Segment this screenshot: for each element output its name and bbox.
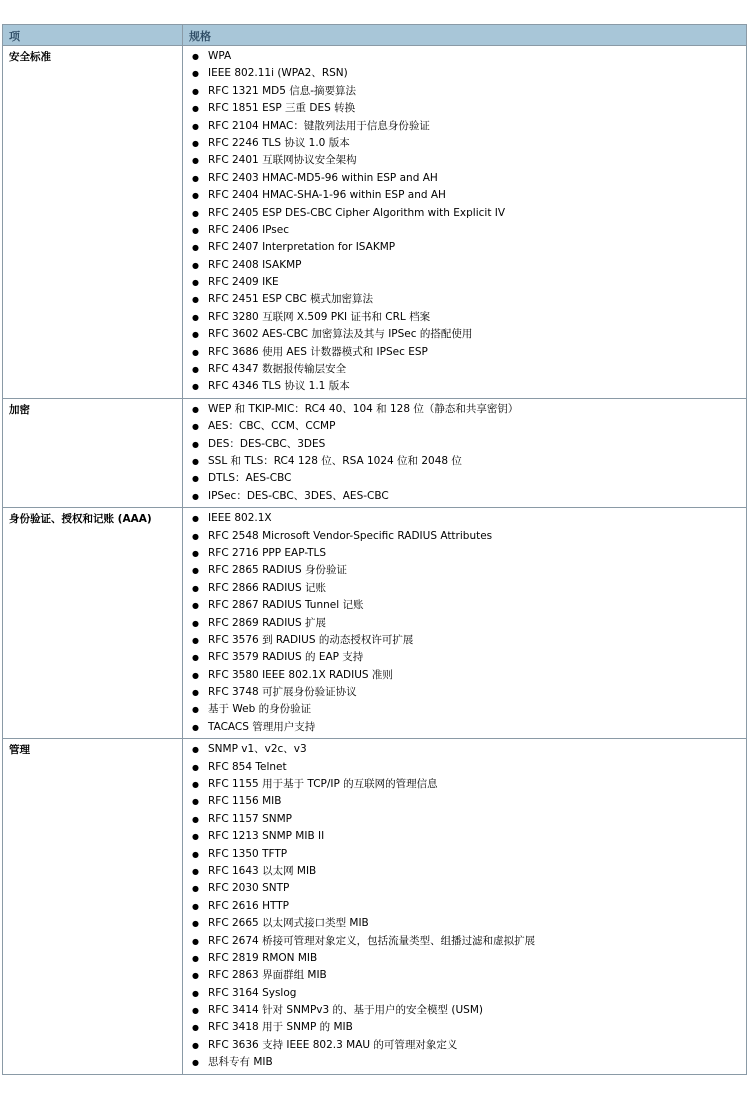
- list-item: ● TACACS 管理用户支持: [183, 719, 746, 736]
- list-item: ● RFC 1321 MD5 信息-摘要算法: [183, 83, 746, 100]
- list-item: ● RFC 1350 TFTP: [183, 846, 746, 863]
- list-item: ● WPA: [183, 48, 746, 65]
- category-security-standards: 安全标准: [3, 46, 183, 399]
- table-row-management: [3, 739, 747, 1074]
- list-item: ● IEEE 802.1X: [183, 510, 746, 527]
- list-item: ● RFC 2716 PPP EAP-TLS: [183, 545, 746, 562]
- list-item: ● RFC 2406 IPsec: [183, 222, 746, 239]
- list-item: ● RFC 2451 ESP CBC 模式加密算法: [183, 291, 746, 308]
- spec-table: [2, 24, 747, 1075]
- list-item: ● RFC 3280 互联网 X.509 PKI 证书和 CRL 档案: [183, 309, 746, 326]
- list-item: ● RFC 3164 Syslog: [183, 985, 746, 1002]
- spec-cell-aaa: [183, 508, 747, 739]
- list-item: ● RFC 4346 TLS 协议 1.1 版本: [183, 378, 746, 395]
- list-item: ● RFC 3748 可扩展身份验证协议: [183, 684, 746, 701]
- list-item: ● RFC 1155 用于基于 TCP/IP 的互联网的管理信息: [183, 776, 746, 793]
- spec-list: [183, 46, 746, 398]
- list-item: ● SSL 和 TLS：RC4 128 位、RSA 1024 位和 2048 位: [183, 453, 746, 470]
- list-item: ● RFC 2863 界面群组 MIB: [183, 967, 746, 984]
- list-item: ● RFC 1213 SNMP MIB II: [183, 828, 746, 845]
- list-item: ● RFC 2865 RADIUS 身份验证: [183, 562, 746, 579]
- list-item: ● RFC 2030 SNTP: [183, 880, 746, 897]
- list-item: ● RFC 2407 Interpretation for ISAKMP: [183, 239, 746, 256]
- spec-cell-encryption: [183, 398, 747, 507]
- list-item: ● RFC 1643 以太网 MIB: [183, 863, 746, 880]
- list-item: ● RFC 2548 Microsoft Vendor-Specific RADIUS Attributes: [183, 528, 746, 545]
- table-row-aaa: [3, 508, 747, 739]
- list-item: ● RFC 2819 RMON MIB: [183, 950, 746, 967]
- list-item: ● RFC 2616 HTTP: [183, 898, 746, 915]
- category-management: 管理: [3, 739, 183, 1074]
- list-item: ● RFC 4347 数据报传输层安全: [183, 361, 746, 378]
- table-row-encryption: [3, 398, 747, 507]
- list-item: ● 思科专有 MIB: [183, 1054, 746, 1071]
- list-item: ● RFC 3576 到 RADIUS 的动态授权许可扩展: [183, 632, 746, 649]
- list-item: ● 基于 Web 的身份验证: [183, 701, 746, 718]
- list-item: ● RFC 2408 ISAKMP: [183, 257, 746, 274]
- list-item: ● RFC 1156 MIB: [183, 793, 746, 810]
- list-item: ● RFC 2401 互联网协议安全架构: [183, 152, 746, 169]
- spec-list: [183, 399, 746, 507]
- list-item: ● RFC 2867 RADIUS Tunnel 记账: [183, 597, 746, 614]
- list-item: ● RFC 2403 HMAC-MD5-96 within ESP and AH: [183, 170, 746, 187]
- list-item: ● RFC 2404 HMAC-SHA-1-96 within ESP and AH: [183, 187, 746, 204]
- spec-list: [183, 739, 746, 1073]
- table-header-row: [3, 25, 747, 46]
- list-item: ● RFC 2869 RADIUS 扩展: [183, 615, 746, 632]
- list-item: ● RFC 3580 IEEE 802.1X RADIUS 准则: [183, 667, 746, 684]
- spec-cell-management: [183, 739, 747, 1074]
- table-row-security-standards: [3, 46, 747, 399]
- list-item: ● RFC 2866 RADIUS 记账: [183, 580, 746, 597]
- list-item: ● WEP 和 TKIP-MIC：RC4 40、104 和 128 位（静态和共享密钥）: [183, 401, 746, 418]
- list-item: ● IEEE 802.11i (WPA2、RSN): [183, 65, 746, 82]
- list-item: ● SNMP v1、v2c、v3: [183, 741, 746, 758]
- list-item: ● RFC 3418 用于 SNMP 的 MIB: [183, 1019, 746, 1036]
- list-item: ● RFC 2409 IKE: [183, 274, 746, 291]
- list-item: ● AES：CBC、CCM、CCMP: [183, 418, 746, 435]
- list-item: ● RFC 3686 使用 AES 计数器模式和 IPSec ESP: [183, 344, 746, 361]
- list-item: ● RFC 3579 RADIUS 的 EAP 支持: [183, 649, 746, 666]
- list-item: ● RFC 3414 针对 SNMPv3 的、基于用户的安全模型 (USM): [183, 1002, 746, 1019]
- category-aaa: 身份验证、授权和记账 (AAA): [3, 508, 183, 739]
- list-item: ● IPSec：DES-CBC、3DES、AES-CBC: [183, 488, 746, 505]
- list-item: ● RFC 3602 AES-CBC 加密算法及其与 IPSec 的搭配使用: [183, 326, 746, 343]
- list-item: ● DTLS：AES-CBC: [183, 470, 746, 487]
- list-item: ● RFC 2246 TLS 协议 1.0 版本: [183, 135, 746, 152]
- list-item: ● DES：DES-CBC、3DES: [183, 436, 746, 453]
- spec-list: [183, 508, 746, 738]
- spec-cell-security-standards: [183, 46, 747, 399]
- list-item: ● RFC 2104 HMAC：键散列法用于信息身份验证: [183, 118, 746, 135]
- list-item: ● RFC 2405 ESP DES-CBC Cipher Algorithm with Explicit IV: [183, 205, 746, 222]
- list-item: ● RFC 1851 ESP 三重 DES 转换: [183, 100, 746, 117]
- category-encryption: 加密: [3, 398, 183, 507]
- list-item: ● RFC 2665 以太网式接口类型 MIB: [183, 915, 746, 932]
- list-item: ● RFC 2674 桥接可管理对象定义，包括流量类型、组播过滤和虚拟扩展: [183, 933, 746, 950]
- list-item: ● RFC 854 Telnet: [183, 759, 746, 776]
- list-item: ● RFC 3636 支持 IEEE 802.3 MAU 的可管理对象定义: [183, 1037, 746, 1054]
- header-item: 项: [3, 25, 183, 46]
- list-item: ● RFC 1157 SNMP: [183, 811, 746, 828]
- header-spec: 规格: [183, 25, 747, 46]
